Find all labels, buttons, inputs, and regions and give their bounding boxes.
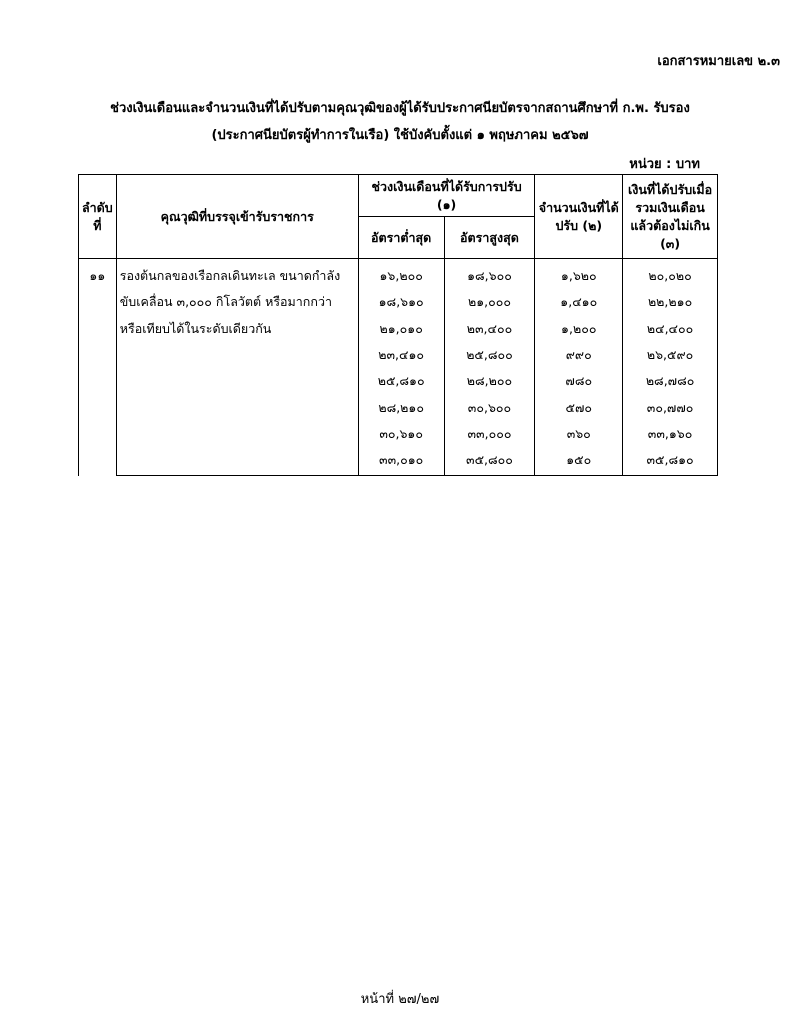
- cell-min-rate: ๑๖,๒๐๐: [358, 259, 444, 290]
- cell-total-limit: ๒๖,๕๙๐: [623, 342, 718, 368]
- page-subtitle: (ประกาศนียบัตรผู้ทำการในเรือ) ใช้บังคับตั้งแต่ ๑ พฤษภาคม ๒๕๖๗: [211, 128, 589, 143]
- cell-max-rate: ๓๐,๖๐๐: [444, 394, 535, 420]
- qualification-empty: [116, 447, 358, 476]
- cell-max-rate: ๒๑,๐๐๐: [444, 289, 535, 315]
- header-total-limit: เงินที่ได้ปรับเมื่อรวมเงินเดือนแล้วต้องไม่เกิน (๓): [623, 175, 718, 259]
- table-row: [79, 342, 718, 368]
- cell-min-rate: ๒๑,๐๑๐: [358, 316, 444, 342]
- cell-max-rate: ๒๓,๔๐๐: [444, 316, 535, 342]
- table-row: [79, 394, 718, 420]
- row-seq: ๑๑: [79, 259, 117, 476]
- cell-adjusted-amount: ๕๗๐: [535, 394, 623, 420]
- cell-total-limit: ๒๒,๒๑๐: [623, 289, 718, 315]
- cell-max-rate: ๓๕,๘๐๐: [444, 447, 535, 476]
- header-seq: ลำดับที่: [79, 175, 117, 259]
- cell-adjusted-amount: ๙๙๐: [535, 342, 623, 368]
- cell-min-rate: ๒๘,๒๑๐: [358, 394, 444, 420]
- table-row: [79, 316, 718, 342]
- cell-min-rate: ๓๐,๖๑๐: [358, 421, 444, 447]
- salary-table-body: [79, 259, 718, 476]
- cell-total-limit: ๓๐,๗๗๐: [623, 394, 718, 420]
- header-adjusted-amount: จำนวนเงินที่ได้ปรับ (๒): [535, 175, 623, 259]
- cell-adjusted-amount: ๑,๔๑๐: [535, 289, 623, 315]
- qualification-empty: [116, 421, 358, 447]
- cell-adjusted-amount: ๑,๖๒๐: [535, 259, 623, 290]
- qualification-empty: [116, 368, 358, 394]
- cell-adjusted-amount: ๗๘๐: [535, 368, 623, 394]
- document-reference: เอกสารหมายเลข ๒.๓: [657, 54, 780, 69]
- cell-adjusted-amount: ๑,๒๐๐: [535, 316, 623, 342]
- table-row: [79, 447, 718, 476]
- cell-total-limit: ๒๘,๗๘๐: [623, 368, 718, 394]
- qualification-line: รองต้นกลของเรือกลเดินทะเล ขนาดกำลัง: [116, 259, 358, 290]
- table-row: [79, 259, 718, 290]
- cell-max-rate: ๑๘,๖๐๐: [444, 259, 535, 290]
- cell-total-limit: ๒๐,๐๒๐: [623, 259, 718, 290]
- cell-min-rate: ๑๘,๖๑๐: [358, 289, 444, 315]
- cell-adjusted-amount: ๓๖๐: [535, 421, 623, 447]
- salary-table: [78, 174, 718, 476]
- cell-max-rate: ๒๘,๒๐๐: [444, 368, 535, 394]
- cell-min-rate: ๒๕,๘๑๐: [358, 368, 444, 394]
- table-row: [79, 289, 718, 315]
- header-max-rate: อัตราสูงสุด: [444, 217, 535, 259]
- qualification-empty: [116, 342, 358, 368]
- cell-total-limit: ๓๕,๘๑๐: [623, 447, 718, 476]
- qualification-line: ขับเคลื่อน ๓,๐๐๐ กิโลวัตต์ หรือมากกว่า: [116, 289, 358, 315]
- header-salary-range: ช่วงเงินเดือนที่ได้รับการปรับ (๑): [358, 175, 535, 217]
- cell-max-rate: ๒๕,๘๐๐: [444, 342, 535, 368]
- header-qualification: คุณวุฒิที่บรรจุเข้ารับราชการ: [116, 175, 358, 259]
- page-number: หน้าที่ ๒๗/๒๗: [360, 992, 440, 1007]
- unit-label: หน่วย : บาท: [629, 157, 700, 172]
- cell-min-rate: ๓๓,๐๑๐: [358, 447, 444, 476]
- cell-total-limit: ๒๔,๔๐๐: [623, 316, 718, 342]
- qualification-line: หรือเทียบได้ในระดับเดียวกัน: [116, 316, 358, 342]
- cell-min-rate: ๒๓,๔๑๐: [358, 342, 444, 368]
- cell-total-limit: ๓๓,๑๖๐: [623, 421, 718, 447]
- cell-max-rate: ๓๓,๐๐๐: [444, 421, 535, 447]
- header-min-rate: อัตราต่ำสุด: [358, 217, 444, 259]
- table-row: [79, 421, 718, 447]
- qualification-empty: [116, 394, 358, 420]
- cell-adjusted-amount: ๑๕๐: [535, 447, 623, 476]
- table-row: [79, 368, 718, 394]
- page-title: ช่วงเงินเดือนและจำนวนเงินที่ได้ปรับตามคุณวุฒิของผู้ได้รับประกาศนียบัตรจากสถานศึกษาที่ ก.พ. รับรอง: [110, 101, 690, 116]
